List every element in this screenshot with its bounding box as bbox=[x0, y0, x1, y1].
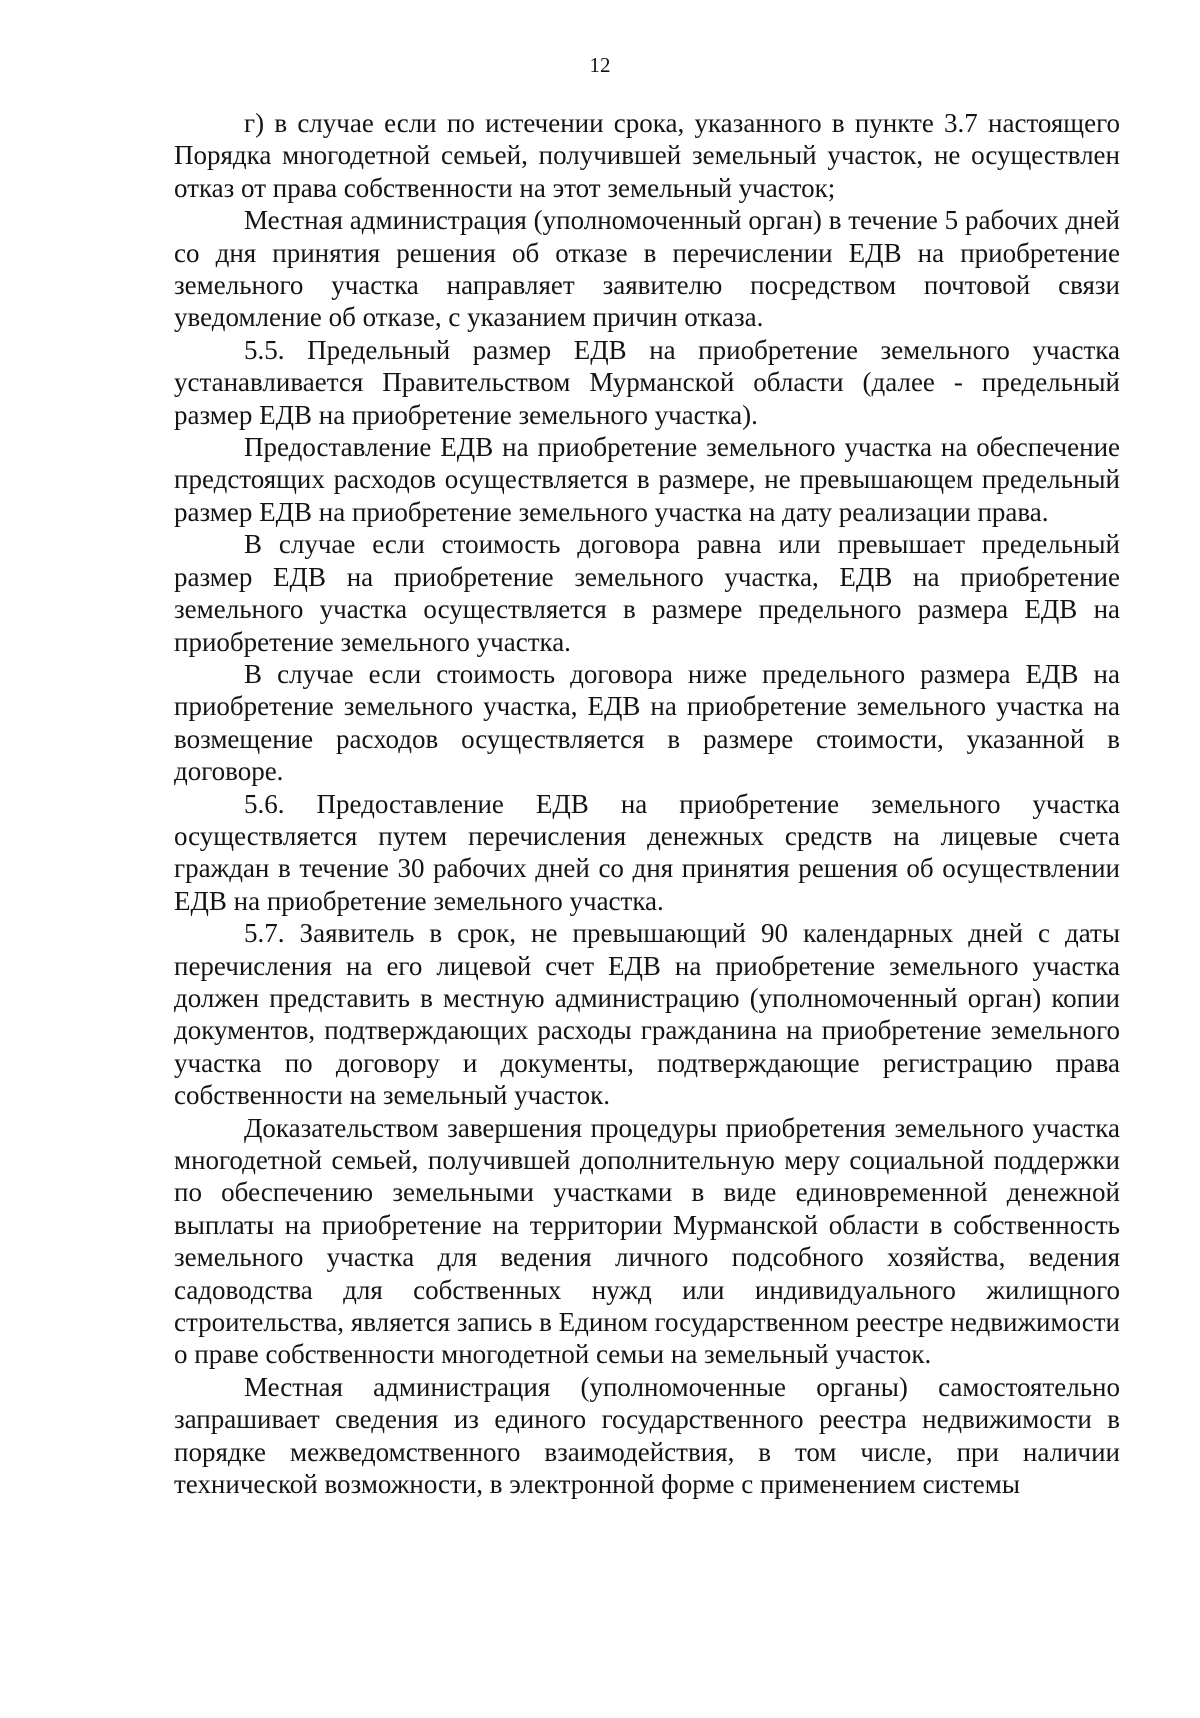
paragraph-clause-g: г) в случае если по истечении срока, указанного в пункте 3.7 настоящего Порядка многодетной семьей, получившей земельный участок, не осуществлен отказ от права собственности на этот земельный участок; bbox=[174, 108, 1120, 203]
paragraph-contract-below: В случае если стоимость договора ниже предельного размера ЕДВ на приобретение земельного участка, ЕДВ на приобретение земельного участка на возмещение расходов осуществляется в размере стоимости, указанной в договоре. bbox=[174, 658, 1120, 787]
paragraph-refusal-notice: Местная администрация (уполномоченный орган) в течение 5 рабочих дней со дня принятия решения об отказе в перечислении ЕДВ на приобретение земельного участка направляет заявителю посредством почтовой связи уведомление об отказе, с указанием причин отказа. bbox=[174, 205, 1120, 333]
paragraph-5-5: 5.5. Предельный размер ЕДВ на приобретение земельного участка устанавливается Правительством Мурманской области (далее - предельный размер ЕДВ на приобретение земельного участка). bbox=[174, 334, 1120, 430]
paragraph-5-7: 5.7. Заявитель в срок, не превышающий 90 календарных дней с даты перечисления на его лицевой счет ЕДВ на приобретение земельного участка должен представить в местную администрацию (уполномоченный орган) копии документов, подтверждающих расходы гражданина на приобретение земельного участка по договору и документы, подтверждающие регистрацию права собственности на земельный участок. bbox=[174, 918, 1120, 1111]
paragraph-interagency-request: Местная администрация (уполномоченные органы) самостоятельно запрашивает сведения из единого государственного реестра недвижимости в порядке межведомственного взаимодействия, в том числе, при наличии технической возможности, в электронной форме с применением системы bbox=[174, 1371, 1120, 1500]
paragraph-5-6: 5.6. Предоставление ЕДВ на приобретение земельного участка осуществляется путем перечисления денежных средств на лицевые счета граждан в течение 30 рабочих дней со дня принятия решения об осуществлении ЕДВ на приобретение земельного участка. bbox=[174, 788, 1120, 916]
paragraph-proof-of-completion: Доказательством завершения процедуры приобретения земельного участка многодетной семьей, получившей дополнительную меру социальной поддержки по обеспечению земельными участками в виде единовременной денежной выплаты на приобретение на территории Мурманской области в собственность земельного участка для ведения личного подсобного хозяйства, ведения садоводства для собственных нужд или индивидуального жилищного строительства, является запись в Едином государственном реестре недвижимости о праве собственности многодетной семьи на земельный участок. bbox=[174, 1112, 1120, 1370]
paragraph-upcoming-expenses: Предоставление ЕДВ на приобретение земельного участка на обеспечение предстоящих расходов осуществляется в размере, не превышающем предельный размер ЕДВ на приобретение земельного участка на дату реализации права. bbox=[174, 432, 1120, 527]
document-body bbox=[174, 107, 1120, 1500]
paragraph-contract-exceeds: В случае если стоимость договора равна или превышает предельный размер ЕДВ на приобретение земельного участка, ЕДВ на приобретение земельного участка осуществляется в размере предельного размера ЕДВ на приобретение земельного участка. bbox=[174, 529, 1120, 657]
page-number: 12 bbox=[589, 53, 611, 77]
